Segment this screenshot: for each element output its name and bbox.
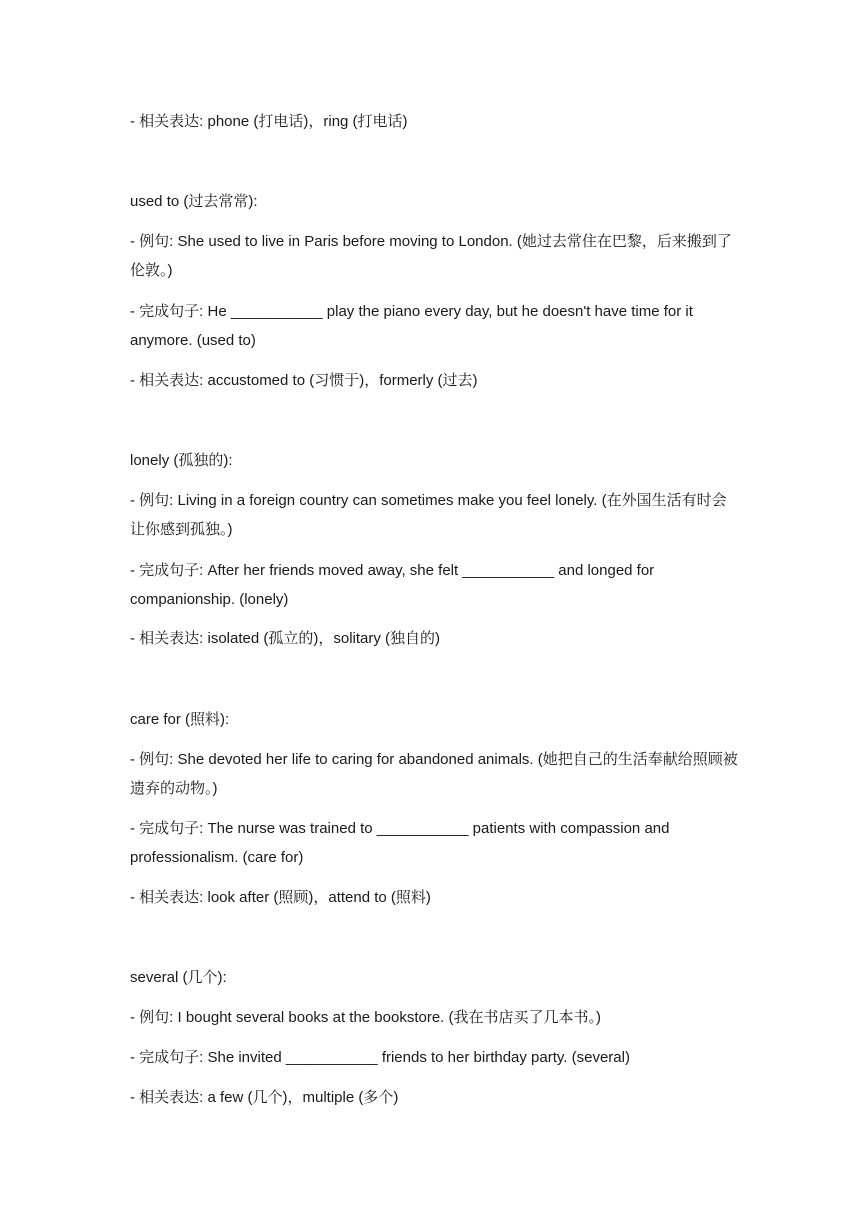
fill-in-sentence-care-for: - 完成句子: The nurse was trained to ___________ patients with compassion and professionalism. (care for)	[130, 820, 670, 866]
example-sentence-several: - 例句: I bought several books at the bookstore. (我在书店买了几本书。)	[130, 1009, 601, 1026]
related-expressions-phone: - 相关表达: phone (打电话)，ring (打电话)	[130, 113, 408, 130]
related-expressions-lonely: - 相关表达: isolated (孤立的)，solitary (独自的)	[130, 630, 441, 647]
example-sentence-used-to: - 例句: She used to live in Paris before moving to London. (她过去常住在巴黎，后来搬到了伦敦。)	[130, 233, 732, 279]
fill-in-sentence-several: - 完成句子: She invited ___________ friends to her birthday party. (several)	[130, 1049, 630, 1066]
example-sentence-care-for: - 例句: She devoted her life to caring for abandoned animals. (她把自己的生活奉献给照顾被遗弃的动物。)	[130, 751, 738, 797]
entry-heading-several: several (几个):	[130, 969, 227, 986]
example-sentence-lonely: - 例句: Living in a foreign country can sometimes make you feel lonely. (在外国生活有时会让你感到孤独。)	[130, 492, 727, 538]
related-expressions-care-for: - 相关表达: look after (照顾)，attend to (照料)	[130, 889, 431, 906]
related-expressions-several: - 相关表达: a few (几个)，multiple (多个)	[130, 1089, 399, 1106]
entry-heading-lonely: lonely (孤独的):	[130, 452, 233, 469]
entry-heading-used-to: used to (过去常常):	[130, 193, 258, 210]
related-expressions-used-to: - 相关表达: accustomed to (习惯于)，formerly (过去)	[130, 372, 478, 389]
entry-heading-care-for: care for (照料):	[130, 711, 230, 728]
fill-in-sentence-used-to: - 完成句子: He ___________ play the piano every day, but he doesn't have time for it anymore. (used to)	[130, 303, 693, 349]
fill-in-sentence-lonely: - 完成句子: After her friends moved away, she felt ___________ and longed for companionship. (lonely)	[130, 562, 655, 608]
